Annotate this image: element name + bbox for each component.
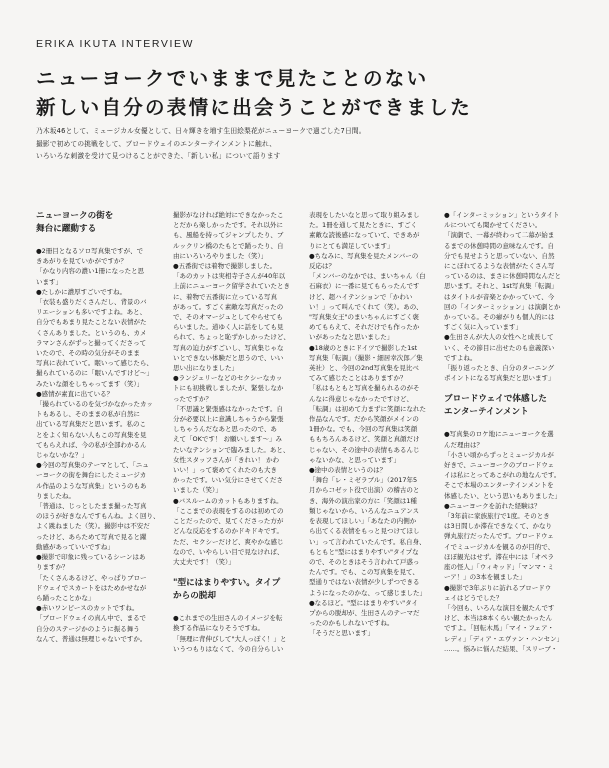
body-text-line: "写真集女王"のまいちゃんにすごく褒 — [309, 313, 419, 322]
body-text-line: にこぼれてるような表情がたくさん写 — [444, 262, 555, 271]
body-text-line: 自分でもあまり見たことない表情がた — [36, 318, 147, 327]
body-text-line: 「ここまでの表現をするのは初めての — [173, 506, 284, 515]
body-text-line: 「普通は、じっとしたまま撮った写真 — [36, 502, 147, 511]
body-text-line: 撮られているのに「眠いんですけど〜」 — [36, 369, 153, 378]
body-text-line: よく跳ねました（笑）。撮影中は不安だ — [36, 522, 150, 531]
body-text-line: ●五番街では着物で撮影しました。 — [173, 262, 277, 271]
lead-line: いろいろな刺激を受けて見つけることができた、「新しい私」について語ります — [36, 152, 281, 161]
section-heading: ニューヨークの街を — [36, 211, 114, 221]
body-text-line: 「そうだと思います」 — [309, 629, 374, 638]
body-text-line: ●ランジェリーなどのセクシーなカッ — [173, 374, 283, 383]
body-text-line: いました（笑）」 — [173, 486, 222, 495]
body-text-line: なので、いやらしい目で見なければ、 — [173, 547, 284, 556]
body-text-line: ポイントになる写真集だと思います」 — [444, 374, 555, 383]
body-text-line: られて、ちょっと恥ずかしかったけど、 — [173, 333, 290, 342]
body-text-line: 回の「インターミッション」は演劇とか — [444, 302, 561, 311]
body-text-line: ……。悩みに悩んだ結果、「スリーブ・ — [444, 644, 558, 653]
body-text-line: があって。すごく素敵な写真だったの — [173, 302, 284, 311]
body-text-line: ようになったのかな、って感じました」 — [309, 588, 426, 597]
body-text-line: 自分のステージかのように振る舞う — [36, 624, 140, 633]
body-text-line: 英社）と、今回の2nd写真集を見比べ — [309, 364, 419, 373]
section-heading: からの脱却 — [173, 591, 216, 602]
body-text-line: 類じゃないから、いろんなニュアンス — [309, 506, 420, 515]
body-text-line: 「かなり内容の濃い1冊になったと思 — [36, 267, 145, 276]
body-text-line: 「たくさんあるけど、やっぱりブロー — [36, 573, 147, 582]
body-text-line: ●写真集のロケ地にニューヨークを選 — [444, 430, 554, 439]
body-text-line: 「ブロードウェイの真ん中で、まるで — [36, 614, 147, 623]
body-text-line: 1冊かな。でも、今回の写真集は笑顔 — [309, 425, 418, 434]
body-text-line: 思います。それと、1st写真集「転調」 — [444, 282, 558, 291]
text-column-3 — [309, 210, 437, 765]
body-text-line: を表現してほしい」「あなたの内側か — [309, 517, 417, 526]
body-text-line: ら出てくる表情をもっと見つけてほし — [309, 527, 420, 536]
body-text-line: ●これまでの生田さんのイメージを転 — [173, 614, 283, 623]
body-text-line: 「無理に背伸びして"大人っぽく！」と — [173, 634, 287, 643]
body-text-line: きあがりを見ていかがですか？ — [36, 257, 127, 266]
body-text-line: のほうが好きなんですもんね。よく回り、 — [36, 512, 160, 521]
body-text-line: 表現をしたいなと思って取り組みまし — [309, 211, 420, 219]
body-text-line: けど、本当は8本くらい観たかったん — [444, 614, 553, 623]
section-heading: 舞台に躍動する — [36, 224, 97, 234]
body-text-line: ●生田さんが大人の女性へと成長して — [444, 333, 554, 342]
body-text-line: で、そのオマージュとしてやらせても — [173, 313, 283, 322]
body-text-line: トにも初挑戦しましたが、緊張しなか — [173, 384, 284, 393]
lead-paragraph — [36, 125, 596, 163]
body-text-line: ことだったので、見てくださった方が — [173, 517, 284, 526]
body-text-line: ●赤いワンピースのカットですね。 — [36, 604, 139, 613]
body-text-line: ●18歳のときにドイツで撮影した1st — [309, 343, 418, 352]
body-text-line: 撮影がなければ絶対にできなかったこ — [173, 211, 284, 219]
body-text-line: き、海外の演出家の方に「笑顔は1種 — [309, 496, 417, 505]
body-text-line: んなに得意じゃなかったですけど、 — [309, 394, 413, 403]
body-text-line: レディ」「ディア・エヴァン・ハンセン」 — [444, 634, 564, 643]
body-text-line: 「振り返ったとき、自分のターニング — [444, 364, 555, 373]
body-text-line: も、風船を持ってジャンプしたり、ブ — [173, 231, 284, 240]
section-spacer — [444, 383, 572, 393]
body-text-line: 出ている写真集だと思います。私のこ — [36, 420, 146, 429]
body-text-line: てみて感じたことはありますか？ — [309, 374, 407, 383]
section-heading: エンターテインメント — [444, 407, 529, 418]
body-text-line: っているのは、まさに休憩時間なんだと — [444, 272, 561, 281]
body-text-line: 「3年前に家族旅行で1度。そのとき — [444, 512, 550, 521]
body-text-line: たいなテンションで臨みました。あと、 — [173, 445, 290, 454]
body-text-line: とだから楽しかったです。それ以外に — [173, 221, 283, 230]
body-text-line: 石麻衣）に一番に見てもらったんです — [309, 282, 420, 291]
body-text-line: ●「インターミッション」というタイト — [444, 211, 560, 219]
title-line-2: 新しい自分の表情に出会うことができました — [36, 96, 473, 119]
body-text-line: 「不思議と緊張感はなかったです。自 — [173, 404, 283, 413]
body-text-line: りましたね。 — [36, 491, 75, 500]
body-text-line: めてもらえて、それだけでも作ったか — [309, 323, 420, 332]
body-text-line: ったのかもしれないですね。 — [309, 619, 394, 628]
body-text-line: いとできない体験だと思うので、いい — [173, 353, 284, 362]
body-text-line: 思い出になりました」 — [173, 364, 238, 373]
interview-header-label: ERIKA IKUTA INTERVIEW — [36, 38, 195, 50]
body-text-line: ラマンさんがずっと撮ってくださって — [36, 338, 147, 347]
text-column-2 — [173, 210, 301, 765]
body-text-line: リエーションも多いですよね。あと、 — [36, 308, 147, 317]
body-text-line: りますか？ — [36, 563, 69, 572]
body-text-line: 作品なんです。だから笑顔がメインの — [309, 415, 419, 424]
section-spacer — [173, 567, 301, 577]
body-text-line: 「メンバーのなかでは、まいちゃん（白 — [309, 272, 426, 281]
text-column-1 — [36, 210, 164, 765]
body-text-line: るまでの休憩時間の意味なんです。自 — [444, 241, 554, 250]
body-text-line: いがあったなと思いました」 — [309, 333, 394, 342]
body-text-line: ●バスルームのカットもありますね。 — [173, 496, 283, 505]
body-text-line: 反応は？ — [309, 262, 335, 271]
body-text-line: 「舞台「レ・ミゼラブル」（2017年5 — [309, 476, 418, 485]
body-text-line: ルについても聞かせてください。 — [444, 221, 542, 230]
body-text-line: た。1冊を通して見たときに、すごく — [309, 221, 418, 230]
body-text-line: ですよ。「回転木馬」「マイ・フェア・ — [444, 624, 555, 633]
body-text-line: とをよく知らない人もこの写真集を見 — [36, 430, 147, 439]
body-text-line: 「衣装も盛りだくさんだし、背景のバ — [36, 298, 147, 307]
body-text-line: ドウェイでスカートをはためかせなが — [36, 583, 147, 592]
body-text-line: ●2冊目となるソロ写真集ですが、で — [36, 247, 144, 255]
body-text-line: 分でも見せようと思っていない、自然 — [444, 251, 555, 260]
body-text-line: ●今回の写真集のテーマとして、「ニュ — [36, 461, 149, 470]
body-text-line: 換する作品になりそうですね。 — [173, 624, 264, 633]
section-heading: "型にはまりやすい。タイプ — [173, 578, 281, 589]
body-text-line: かっている。その癖がりも個人的には — [444, 313, 555, 322]
title-line-1: ニューヨークでいままで見たことのない — [36, 67, 429, 90]
body-text-line: 好きで、ニューヨークのブロードウェ — [444, 461, 555, 470]
body-text-line: います」 — [36, 277, 62, 286]
body-text-line: 「撮られているのを気づかなかったカッ — [36, 400, 153, 409]
section-spacer — [36, 236, 164, 246]
body-text-line: ーヨークの街を舞台にしたミュージカ — [36, 471, 147, 480]
body-text-line: しちゃうんだなあと思ったので、あ — [173, 425, 277, 434]
body-text-line: 月からコゼット役で出演）の稽古のと — [309, 486, 420, 495]
body-text-line: 「あのカットは実相寺子さんが40年以 — [173, 272, 286, 281]
body-text-line: ゃないかな、と思っています」 — [309, 455, 400, 464]
body-text-line: 上前にニューヨーク留学されていたとき — [173, 282, 290, 291]
body-text-line: ●ニューヨークを訪れた経験は？ — [444, 501, 541, 510]
body-text-line: は3日間しか滞在できなくて、かなり — [444, 522, 553, 531]
body-text-line: ただ、セクシーだけど、爽やかな感じ — [173, 537, 284, 546]
body-text-line: い！」って叫んでくれて（笑）。あの、 — [309, 302, 423, 311]
body-text-line: 「今回も、いろんな演目を観たんです — [444, 603, 555, 612]
body-text-line: 女性スタッフさんが「きれい！ かわ — [173, 455, 280, 464]
body-text-line: ●感情が素直に出ている？ — [36, 389, 114, 398]
section-heading: ブロードウェイで体感した — [444, 394, 547, 405]
body-text-line: じゃない、その途中の表情もあるんじ — [309, 445, 420, 454]
body-text-line: じゃないかな？」 — [36, 451, 88, 460]
body-text-line: はタイトルが音楽とかかっていて、今 — [444, 292, 555, 301]
body-text-line: ●途中の表情というのは？ — [309, 466, 387, 475]
body-text-line: ル作品のような写真集」というのもあ — [36, 481, 147, 490]
body-text-line: ったですか？ — [173, 394, 212, 403]
body-text-line: 型通りではない表情が少しずつできる — [309, 578, 420, 587]
body-text-line: プからの脱却が、生田さんのテーマだ — [309, 608, 420, 617]
body-text-line: ほぼ観光はせず。滞在中には「オペラ — [444, 552, 554, 561]
section-spacer — [444, 419, 572, 429]
body-text-line: ●たしかに濃厚すごいですね。 — [36, 287, 127, 296]
body-text-line: みたいな顔をしちゃってます（笑）」 — [36, 379, 144, 388]
body-text-line: たんです。でも、この写真集を見て、 — [309, 568, 419, 577]
body-text-line: 動感があっていいですね」 — [36, 542, 114, 551]
body-text-line: すごく気に入っています」 — [444, 323, 522, 332]
body-text-line: なんて、普通は無理じゃないですか。 — [36, 634, 147, 643]
body-text-line: 「小さい頃からずっとミュージカルが — [444, 450, 554, 459]
body-text-line: ももちろんあるけど、笑顔と真顔だけ — [309, 435, 420, 444]
body-text-line: トもあるし、そのままの私が自然に — [36, 410, 140, 419]
body-text-line: い」って言われていたんです。私自身、 — [309, 537, 426, 546]
body-text-line: イは私にとってあこがれの地なんです。 — [444, 471, 561, 480]
body-text-line: イでミュージカルを観るのが目的で、 — [444, 542, 555, 551]
body-text-line: えて「OKです！ お願いします〜」み — [173, 435, 282, 444]
body-text-line: いく、その節目に出せたのも意義深い — [444, 343, 555, 352]
body-text-line: 「演劇で、一幕が終わって二幕が始ま — [444, 231, 555, 240]
body-text-line: ●撮影で3年ぶりに訪れるブロードウ — [444, 583, 552, 592]
body-text-line: 分が必要以上に意識しちゃうから緊張 — [173, 415, 284, 424]
body-text-line: ェイはどうでした？ — [444, 593, 503, 602]
body-text-line: いうつもりはなくて、今の自分らしい — [173, 644, 284, 653]
body-text-line: ●ちなみに、写真集を見たメンバーの — [309, 251, 419, 260]
body-text-line: かったです。いい気分にさせてくださ — [173, 476, 283, 485]
body-text-line: ルックリン橋のたもとで踊ったり、自 — [173, 241, 284, 250]
body-text-line: けど、超ハイテンションで「かわい — [309, 292, 413, 301]
body-text-line: てもらえれば、今の私が全部わかるん — [36, 440, 147, 449]
body-text-line: に、着物で五番街に立っている写真 — [173, 292, 277, 301]
body-text-line: ですよね。 — [444, 353, 477, 362]
body-text-line: ●撮影で印象に残っているシーンはあ — [36, 553, 146, 562]
body-text-line: 「私はもともと写真を撮られるのがそ — [309, 384, 420, 393]
body-text-line: 写真に表れていて。眠いって感じたら、 — [36, 359, 153, 368]
body-text-line: 「転調」は初めて力まずに笑顔になれた — [309, 404, 426, 413]
body-text-line: ーア！」の3本を観ました」 — [444, 573, 526, 582]
body-text-line: 座の怪人」「ウィキッド」「マンマ・ミ — [444, 563, 554, 572]
body-text-line: もともと"型にはまりやすい"タイプな — [309, 547, 419, 556]
body-text-line: ら踊ったことかな」 — [36, 593, 95, 602]
lead-line: 乃木坂46として、ミュージカル女優として、日々輝きを増す生田絵梨花がニューヨークで過ごした7日間。 — [36, 127, 366, 135]
body-text-line: ったけど、あらためて写真で見ると躍 — [36, 532, 147, 541]
body-text-line: 弾丸旅行だったんです。ブロードウェ — [444, 532, 554, 541]
body-text-line: 写真の迫力がすごいし、写真集じゃな — [173, 343, 284, 352]
section-spacer — [173, 603, 301, 613]
body-text-line: いい！」って褒めてくれたのも大き — [173, 466, 277, 475]
text-column-4 — [444, 210, 572, 765]
body-text-line: いたので、その時の気分がそのまま — [36, 349, 140, 358]
body-text-line: りにとても満足しています」 — [309, 241, 394, 250]
body-text-line: そこで本場のエンターテインメントを — [444, 481, 554, 490]
body-text-line: 素敵な読後感になっていて、できあが — [309, 231, 420, 240]
body-text-line: 大丈夫です！（笑）」 — [173, 557, 235, 566]
body-text-line: んだ理由は？ — [444, 440, 483, 449]
body-text-line: らいました。道ゆく人に話をしても見 — [173, 323, 284, 332]
body-text-line: 体感したい、という思いもありました」 — [444, 491, 561, 500]
body-text-line: ので、そのときはそう言われて戸惑っ — [309, 557, 420, 566]
body-text-line: 写真集「転調」（撮影・細居幸次郎／集 — [309, 353, 423, 362]
body-text-line: くさんありました。というのも、カメ — [36, 328, 147, 337]
body-text-line: ●なるほど。"型にはまりやすい"タイ — [309, 598, 419, 607]
page-title — [36, 64, 596, 122]
body-text-line: 由にいろいろやりました（笑）」 — [173, 251, 268, 260]
body-text-line: どんな反応をするのかドキドキです。 — [173, 527, 283, 536]
lead-line: 撮影で初めての挑戦をして、ブロードウェイのエンターテインメントに触れ、 — [36, 139, 277, 148]
